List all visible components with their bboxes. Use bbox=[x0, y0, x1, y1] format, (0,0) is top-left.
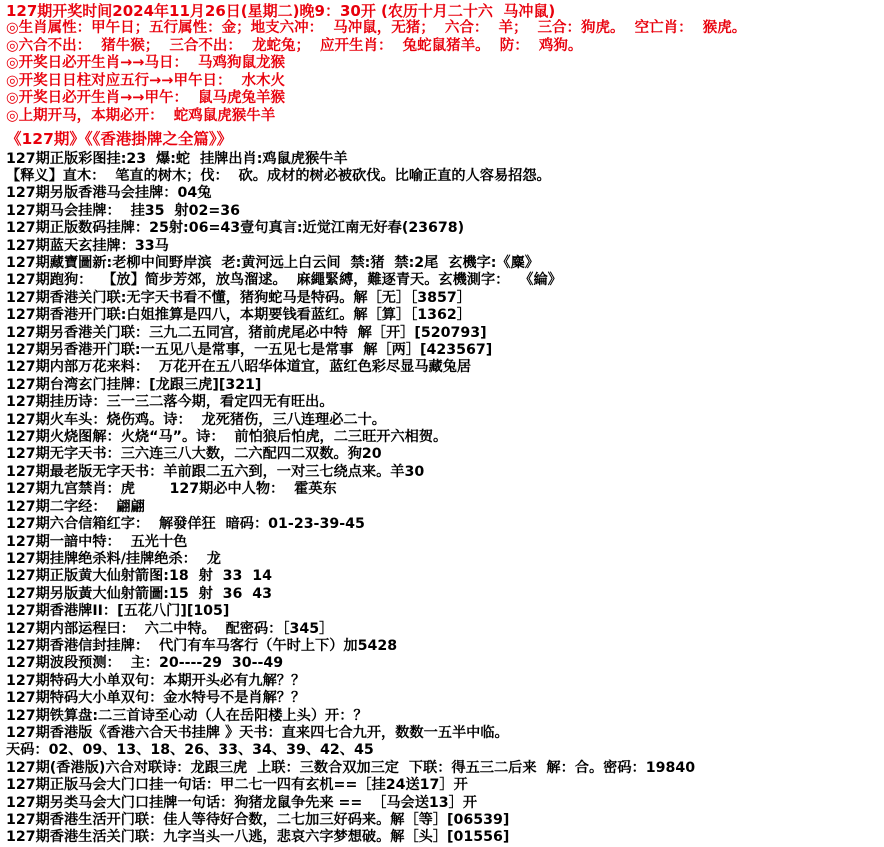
draw-info-line: 127期开奖时间2024年11月26日(星期二)晚9：30开 (农历十月二十六 马冲鼠) bbox=[6, 2, 556, 20]
header-row-0: ◎生肖属性：甲午日；五行属性：金；地支六冲： 马冲鼠，无猪； 六合： 羊； 三合：狗虎。 空亡肖： 猴虎。 bbox=[6, 20, 747, 36]
body-line-37: 127期另类马会大门口挂牌一句话：狗猪龙鼠争先来 == ［马会送13］开 bbox=[6, 794, 478, 811]
body-line-31: 127期特码大小单双句：金水特号不是肖解？？ bbox=[6, 690, 306, 707]
body-line-29: 127期波段预测： 主：20----29 30--49 bbox=[6, 655, 284, 672]
body-line-7: 127期跑狗： 【放】简步芳郊，放鸟溜逑。 麻繩緊縛，難逐青天。玄機測字： 《綸》 bbox=[6, 272, 562, 289]
body-line-39: 127期香港生活关门联：九字当头一八逃，悲哀六字梦想破。解［头］[01556] bbox=[6, 829, 510, 846]
body-line-20: 127期二字经： 翩翩 bbox=[6, 498, 145, 515]
body-line-10: 127期另香港关门联：三九二五同宫，猪前虎尾必中特 解［开］[520793] bbox=[6, 324, 487, 341]
body-line-5: 127期蓝天玄挂牌：33马 bbox=[6, 237, 169, 254]
body-line-6: 127期藏寶圖新:老柳中间野岸滨 老:黄河远上白云间 禁:猪 禁:2尾 玄機字:《麋》 bbox=[6, 255, 539, 271]
body-line-35: 127期(香港版)六合对联诗：龙跟三虎 上联：三数合双加三定 下联：得五三二后来 解：合。密码：19840 bbox=[6, 759, 696, 776]
header-row-2: ◎开奖日必开生肖→→马日： 马鸡狗鼠龙猴 bbox=[6, 55, 286, 72]
body-line-23: 127期挂牌绝杀料/挂牌绝杀： 龙 bbox=[6, 550, 221, 567]
body-line-17: 127期无字天书：三六连三八大数，二六配四二双数。狗20 bbox=[6, 446, 382, 463]
body-line-36: 127期正版马会大门口挂一句话：甲二七一四有玄机==［挂24送17］开 bbox=[6, 777, 468, 794]
body-line-14: 127期挂历诗：三一三二落今期，看定四无有旺出。 bbox=[6, 394, 334, 411]
body-line-28: 127期香港信封挂牌： 代门有车马客行（午时上下）加5428 bbox=[6, 637, 398, 654]
body-line-11: 127期另香港开门联:一五见八是常事，一五见七是常事 解［两］[423567] bbox=[6, 342, 493, 359]
body-line-33: 127期香港版《香港六合天书挂牌 》天书：直来四七合九开，数数一五半中临。 bbox=[6, 724, 509, 741]
header-row-3: ◎开奖日日柱对应五行→→甲午日： 水木火 bbox=[6, 72, 286, 89]
body-line-26: 127期香港牌II：[五花八门][105] bbox=[6, 603, 230, 620]
body-line-15: 127期火车头：烧伤鸡。诗： 龙死猪伤，三八连理必二十。 bbox=[6, 411, 386, 428]
body-line-3: 127期马会挂牌： 挂35 射02=36 bbox=[6, 202, 240, 219]
body-line-22: 127期一諳中特： 五光十色 bbox=[6, 533, 188, 550]
header-row-5: ◎上期开马，本期必开： 蛇鸡鼠虎猴牛羊 bbox=[6, 107, 276, 124]
body-line-13: 127期台湾玄门挂牌：[龙跟三虎][321] bbox=[6, 376, 262, 393]
body-line-2: 127期另版香港马会挂牌：04兔 bbox=[6, 185, 212, 202]
section-title: 《127期》《《香港掛牌之全篇》》 bbox=[6, 129, 233, 148]
body-line-18: 127期最老版无字天书：羊前跟二五六到，一对三七绕点来。羊30 bbox=[6, 463, 425, 480]
body-line-0: 127期正版彩图挂:23 爆:蛇 挂牌出肖:鸡鼠虎猴牛羊 bbox=[6, 150, 348, 167]
body-line-12: 127期内部万花来料： 万花开在五八昭华体道宜，蓝红色彩尽显马藏兔居 bbox=[6, 359, 472, 376]
body-line-27: 127期内部运程曰： 六二中特。 配密码：［345］ bbox=[6, 620, 334, 637]
body-line-16: 127期火烧图解：火烧“马”。诗： 前怕狼后怕虎，二三旺开六相贺。 bbox=[6, 429, 448, 446]
body-line-24: 127期正版黄大仙射箭图:18 射 33 14 bbox=[6, 568, 273, 585]
body-line-8: 127期香港关门联:无字天书看不懂，猪狗蛇马是特码。解［无］［3857］ bbox=[6, 289, 471, 306]
header-row-4: ◎开奖日必开生肖→→甲午： 鼠马虎兔羊猴 bbox=[6, 90, 286, 107]
header-row-1: ◎六合不出： 猪牛猴； 三合不出： 龙蛇兔； 应开生肖： 兔蛇鼠猪羊。 防： 鸡狗。 bbox=[6, 37, 583, 54]
body-line-21: 127期六合信箱红字： 解發佯狂 暗码：01-23-39-45 bbox=[6, 516, 365, 533]
body-line-38: 127期香港生活开门联：佳人等待好合数，二七加三好码来。解［等］[06539] bbox=[6, 812, 510, 828]
body-line-19: 127期九宫禁肖：虎 127期必中人物： 霍英东 bbox=[6, 481, 337, 498]
body-line-30: 127期特码大小单双句：本期开头必有九解？？ bbox=[6, 672, 306, 689]
body-line-4: 127期正版数码挂牌：25射:06=43壹句真言:近觉江南无好春(23678) bbox=[6, 220, 465, 237]
body-line-32: 127期铁算盘:二三首诗至心动（人在岳阳楼上头）开：？ bbox=[6, 707, 368, 724]
body-line-9: 127期香港开门联:白姐推算是四八，本期要钱看蓝红。解［算］［1362］ bbox=[6, 307, 471, 324]
body-line-25: 127期另版黃大仙射箭圖:15 射 36 43 bbox=[6, 585, 273, 602]
body-line-1: 【释义】直木： 笔直的树木；伐： 砍。成材的树必被砍伐。比喻正直的人容易招怨。 bbox=[6, 167, 551, 184]
body-line-34: 天码：02、09、13、18、26、33、34、39、42、45 bbox=[6, 742, 374, 759]
